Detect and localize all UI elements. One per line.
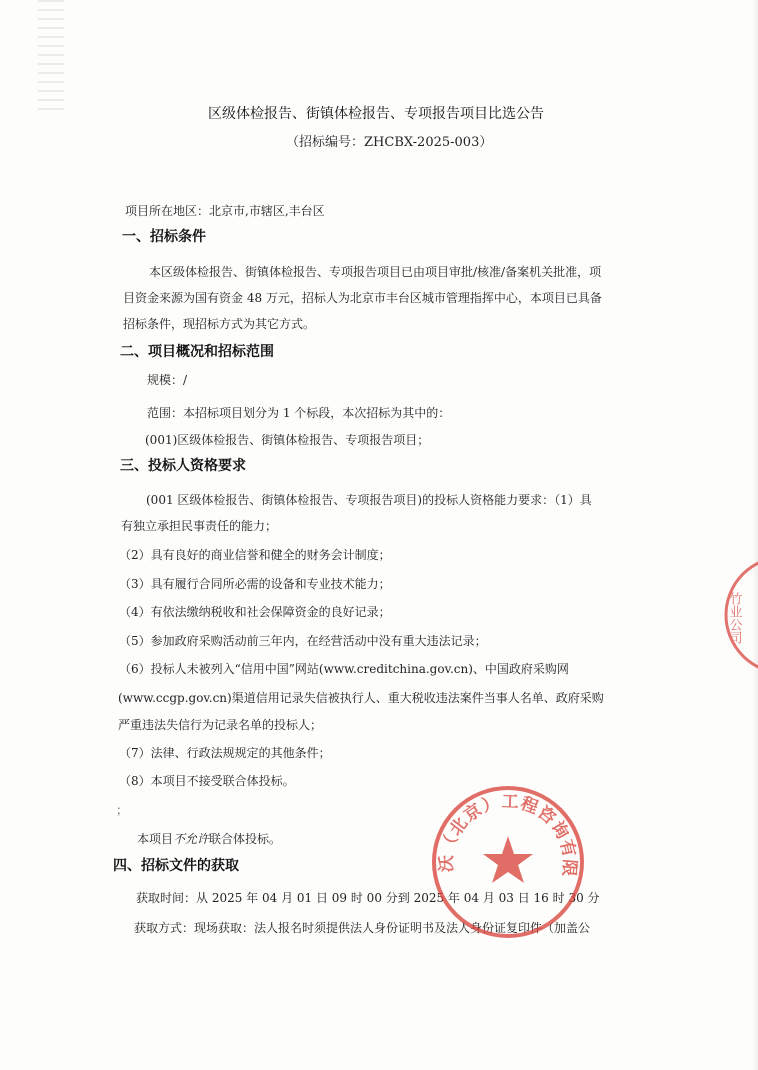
scan-shadow-right (752, 0, 758, 1070)
requirement-6-line-1: （6）投标人未被列入“信用中国”网站(www.creditchina.gov.cn)、中国政府采购网 (119, 662, 569, 676)
requirement-5: （5）参加政府采购活动前三年内，在经营活动中没有重大违法记录； (119, 634, 487, 648)
scope-line: 范围：本招标项目划分为 1 个标段，本次招标为其中的： (147, 406, 451, 420)
company-seal (428, 782, 588, 942)
requirement-7: （7）法律、行政法规规定的其他条件； (119, 746, 331, 760)
qualification-intro-line-2: 有独立承担民事责任的能力； (121, 519, 278, 533)
consortium-suffix: 联合体投标。 (209, 832, 282, 846)
seal-star-icon (483, 836, 533, 883)
consortium-line (137, 831, 281, 847)
section-1-line-1: 本区级体检报告、街镇体检报告、专项报告项目已由项目审批/核准/备案机关批准，项 (149, 265, 602, 279)
edge-seal-text: 竹业公司 (726, 592, 742, 644)
requirement-6-line-2: (www.ccgp.gov.cn)渠道信用记录失信被执行人、重大税收违法案件当事人名单、政府采购 (118, 691, 604, 705)
edge-seal (722, 550, 758, 680)
requirement-6-line-3: 严重违法失信行为记录名单的投标人； (118, 718, 323, 732)
section-3-heading: 三、投标人资格要求 (120, 458, 246, 474)
acquisition-time: 获取时间：从 2025 年 04 月 01 日 09 时 00 分到 2025 年 04 月 03 日 16 时 30 分 (136, 891, 600, 905)
section-1-line-3: 招标条件，现招标方式为其它方式。 (123, 317, 316, 331)
requirement-8: （8）本项目不接受联合体投标。 (119, 774, 295, 788)
acquisition-method: 获取方式：现场获取：法人报名时须提供法人身份证明书及法人身份证复印件（加盖公 (134, 921, 591, 935)
tender-code: （招标编号：ZHCBX-2025-003） (286, 135, 493, 150)
consortium-prefix: 本项目 (137, 832, 174, 846)
section-2-heading: 二、项目概况和招标范围 (120, 344, 274, 360)
section-1-heading: 一、招标条件 (122, 229, 206, 245)
section-1-line-2: 目资金来源为国有资金 48 万元，招标人为北京市丰台区城市管理指挥中心，本项目已具备 (123, 291, 602, 305)
section-4-heading: 四、招标文件的获取 (113, 858, 239, 874)
qualification-intro-line-1: (001 区级体检报告、街镇体检报告、专项报告项目)的投标人资格能力要求：（1）具 (146, 493, 592, 507)
scale-line: 规模：/ (147, 373, 188, 387)
seal-text: 沃（北京）工程咨询有限 (436, 791, 580, 879)
requirement-2: （2）具有良好的商业信誉和健全的财务会计制度； (119, 548, 391, 562)
requirement-4: （4）有依法缴纳税收和社会保障资金的良好记录； (119, 605, 391, 619)
requirement-3: （3）具有履行合同所必需的设备和专业技术能力； (119, 577, 391, 591)
consortium-emphasis: 不允许 (173, 832, 210, 846)
lot-line: (001)区级体检报告、街镇体检报告、专项报告项目； (145, 433, 430, 447)
project-location: 项目所在地区：北京市,市辖区,丰台区 (125, 204, 325, 218)
scan-artifact-left (38, 0, 64, 110)
document-title: 区级体检报告、街镇体检报告、专项报告项目比选公告 (208, 106, 544, 122)
stray-semicolon: ； (116, 803, 129, 817)
